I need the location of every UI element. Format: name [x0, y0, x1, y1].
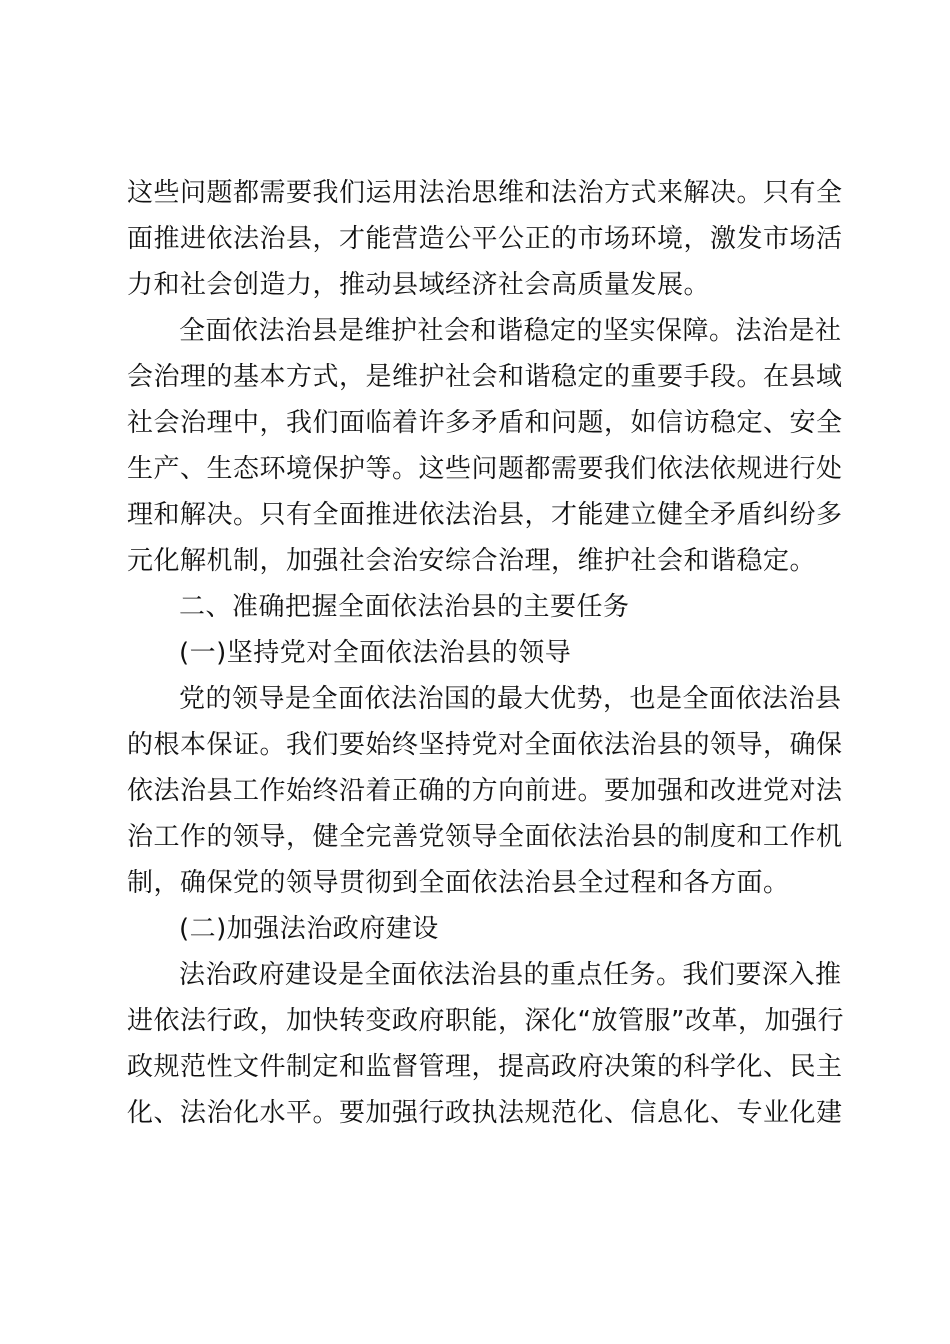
paragraph-line: 这些问题都需要我们运用法治思维和法治方式来解决。只有全 [127, 178, 843, 208]
paragraph-line: 生产、生态环境保护等。这些问题都需要我们依法依规进行处 [127, 454, 843, 484]
subsection-heading: (二)加强法治政府建设 [179, 914, 439, 944]
paragraph-line: 法治政府建设是全面依法治县的重点任务。我们要深入推 [179, 960, 842, 990]
document-body [127, 170, 844, 1136]
paragraph-line: 依法治县工作始终沿着正确的方向前进。要加强和改进党对法 [127, 776, 843, 806]
paragraph-line: 党的领导是全面依法治国的最大优势，也是全面依法治县 [179, 684, 842, 714]
section-heading: 二、准确把握全面依法治县的主要任务 [179, 592, 630, 622]
paragraph-line: 面推进依法治县，才能营造公平公正的市场环境，激发市场活 [127, 224, 843, 254]
paragraph-line: 的根本保证。我们要始终坚持党对全面依法治县的领导，确保 [127, 730, 843, 760]
paragraph-line: 元化解机制，加强社会治安综合治理，维护社会和谐稳定。 [127, 546, 817, 576]
paragraph-3 [127, 676, 843, 906]
paragraph-line: 理和解决。只有全面推进依法治县，才能建立健全矛盾纠纷多 [127, 500, 843, 530]
subsection-heading: (一)坚持党对全面依法治县的领导 [179, 638, 572, 668]
paragraph-4 [127, 952, 844, 1136]
paragraph-2 [127, 308, 843, 584]
paragraph-line: 治工作的领导，健全完善党领导全面依法治县的制度和工作机 [127, 822, 843, 852]
paragraph-line: 会治理的基本方式，是维护社会和谐稳定的重要手段。在县域 [127, 362, 843, 392]
paragraph-line: 进依法行政，加快转变政府职能，深化“放管服”改革，加强行 [127, 1006, 844, 1036]
paragraph-line: 全面依法治县是维护社会和谐稳定的坚实保障。法治是社 [179, 316, 842, 346]
paragraph-line: 化、法治化水平。要加强行政执法规范化、信息化、专业化建 [127, 1098, 843, 1128]
paragraph-line: 制，确保党的领导贯彻到全面依法治县全过程和各方面。 [127, 868, 790, 898]
paragraph-1 [127, 170, 843, 308]
paragraph-line: 社会治理中，我们面临着许多矛盾和问题，如信访稳定、安全 [127, 408, 843, 438]
paragraph-line: 力和社会创造力，推动县域经济社会高质量发展。 [127, 270, 711, 300]
paragraph-line: 政规范性文件制定和监督管理，提高政府决策的科学化、民主 [127, 1052, 843, 1082]
